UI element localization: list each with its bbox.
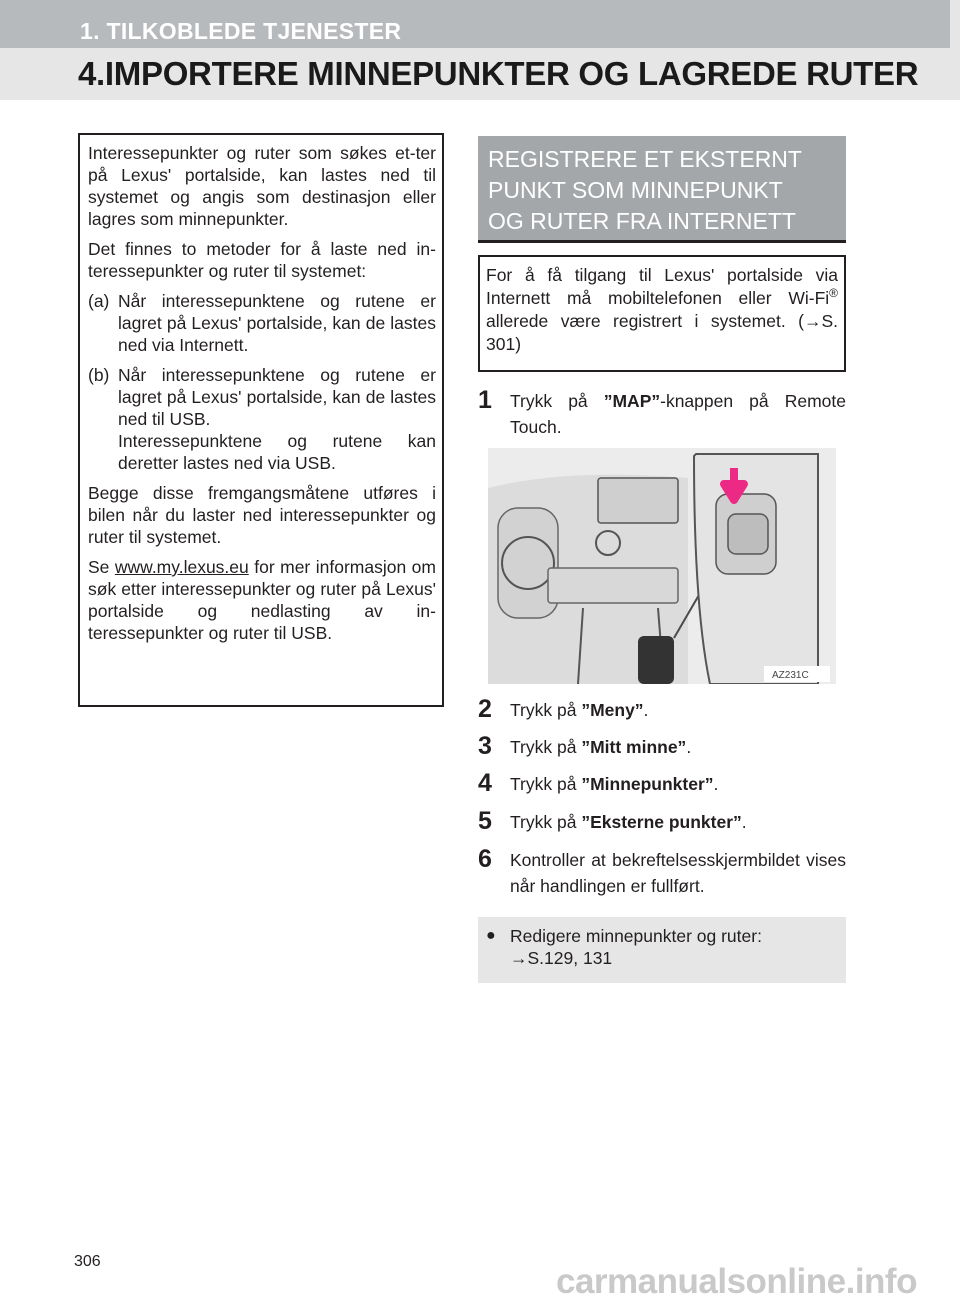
step-text: [510, 771, 846, 797]
intro-box: [78, 133, 444, 707]
option-b: [88, 364, 436, 474]
note-text: For å få tilgang til Lexus' portalside via Internett må mobiltelefonen eller Wi-Fi: [486, 265, 838, 308]
step-number: 2: [478, 695, 492, 723]
step-text: Kontroller at bekreftelsesskjermbildet vises når handlingen er fullført.: [510, 850, 846, 896]
see-suffix: for mer informasjon om søk etter interessepunkter og ruter på Lexus' portalside og nedlasting av in-teressepunkter og ruter til USB.: [88, 557, 436, 643]
step-4: [478, 771, 846, 797]
step-2: [478, 697, 846, 723]
tip-content: [510, 925, 762, 969]
tip-box: [478, 917, 846, 983]
step-text-pre: Trykk på: [510, 391, 604, 411]
step-text-pre: Trykk på: [510, 737, 582, 757]
subsection-heading-line: REGISTRERE ET EKSTERNT: [488, 146, 802, 172]
step-1: [478, 388, 846, 440]
heading-rule: [478, 240, 846, 243]
note-box: [478, 255, 846, 372]
step-number: 6: [478, 845, 492, 873]
see-prefix: Se: [88, 557, 110, 577]
option-text: Når interessepunktene og rutene er lagret på Lexus' portalside, kan de lastes ned til USB.: [118, 365, 436, 429]
step-number: 4: [478, 769, 492, 797]
page-title: 4.IMPORTERE MINNEPUNKTER OG LAGREDE RUTER: [78, 55, 919, 92]
option-label: (b): [88, 365, 110, 385]
option-text-wrap: [118, 364, 436, 474]
registered-mark: ®: [829, 286, 838, 301]
note-text: allerede være registrert i systemet. (→S. 301): [486, 311, 838, 354]
step-text: [510, 388, 846, 440]
button-name: ”Eksterne punkter”: [581, 812, 742, 832]
button-name: ”Minnepunkter”: [581, 774, 714, 794]
tip-reference: →S.129, 131: [510, 948, 613, 968]
page-number: 306: [74, 1253, 101, 1270]
bullet-icon: ●: [486, 927, 496, 944]
step-text-pre: Trykk på: [510, 812, 582, 832]
button-name: ”Meny”: [581, 700, 644, 720]
subsection-heading-line: OG RUTER FRA INTERNETT: [488, 208, 796, 234]
illustration-code: AZ231C: [772, 670, 809, 681]
step-text: [510, 734, 846, 760]
step-5: [478, 809, 846, 835]
intro-paragraph: Begge disse fremgangsmåtene utføres i bilen når du laster ned interessepunkter og ruter til systemet.: [88, 483, 436, 547]
step-6: [478, 847, 846, 899]
step-text-post: .: [713, 774, 719, 794]
section-title: 1. TILKOBLEDE TJENESTER: [80, 18, 402, 44]
remote-touch-illustration: [488, 448, 836, 684]
option-label: (a): [88, 291, 110, 311]
step-text: [510, 809, 846, 835]
page-header: [0, 0, 960, 100]
button-name: ”MAP”: [603, 391, 661, 411]
subsection-heading: [478, 136, 846, 240]
step-text-pre: Trykk på: [510, 774, 582, 794]
step-text-post: -knappen på Remote Touch.: [510, 391, 846, 437]
option-extra: Interessepunktene og rutene kan deretter lastes ned via USB.: [118, 431, 436, 473]
step-text-post: .: [643, 700, 649, 720]
button-name: ”Mitt minne”: [581, 737, 687, 757]
step-text-post: .: [686, 737, 692, 757]
intro-paragraph: Interessepunkter og ruter som søkes et-ter på Lexus' portalside, kan lastes ned til systemet og angis som destinasjon eller lagres som minnepunkter.: [88, 143, 436, 229]
step-3: [478, 734, 846, 760]
step-text-pre: Trykk på: [510, 700, 582, 720]
intro-paragraph: Det finnes to metoder for å laste ned in-teressepunkter og ruter til systemet:: [88, 239, 436, 281]
tip-text: Redigere minnepunkter og ruter:: [510, 926, 762, 946]
tip-row: [486, 925, 838, 969]
step-number: 5: [478, 807, 492, 835]
option-a: [88, 290, 436, 356]
portal-link[interactable]: www.my.lexus.eu: [114, 557, 249, 577]
step-number: 1: [478, 386, 492, 414]
option-text: Når interessepunktene og rutene er lagret på Lexus' portalside, kan de lastes ned via Internett.: [118, 291, 436, 355]
step-number: 3: [478, 732, 492, 760]
intro-paragraph-link: [88, 556, 436, 644]
subsection-heading-line: PUNKT SOM MINNEPUNKT: [488, 177, 783, 203]
step-text: [510, 697, 846, 723]
step-text-post: .: [741, 812, 747, 832]
watermark: carmanualsonline.info: [556, 1262, 917, 1301]
